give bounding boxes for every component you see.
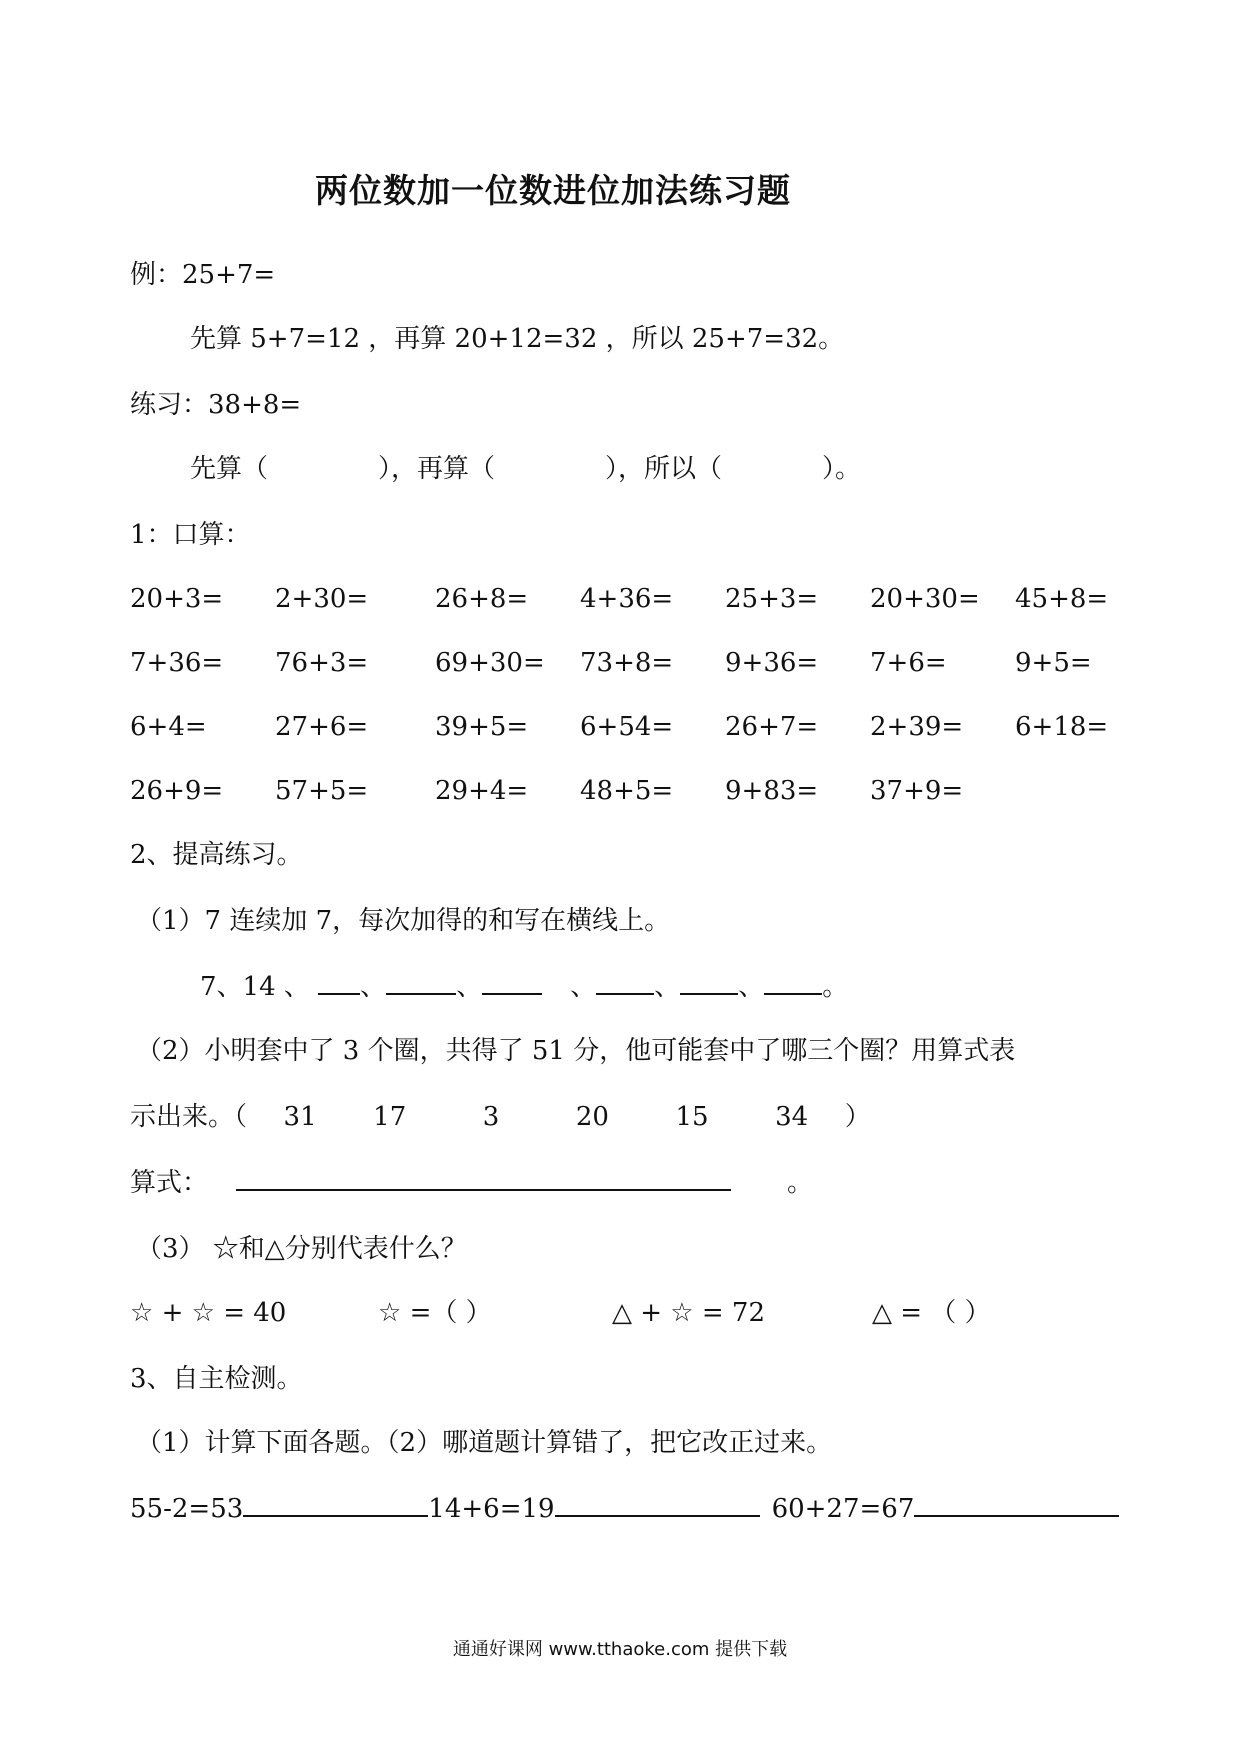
calc-item: 6+18=	[1015, 712, 1109, 742]
check-items-line	[130, 1492, 1119, 1526]
calc-item: 2+30=	[275, 584, 369, 614]
calc-item: 76+3=	[275, 648, 369, 678]
formula-line	[130, 1166, 813, 1200]
star-eq-1: ☆ + ☆ = 40	[130, 1298, 287, 1328]
check-item: 55-2=53	[130, 1494, 244, 1524]
calc-item: 27+6=	[275, 712, 369, 742]
q2-prefix: 示出来。（	[130, 1102, 248, 1132]
blank-line[interactable]	[680, 971, 738, 995]
calc-item: 26+8=	[435, 584, 529, 614]
ring-number: 20	[575, 1102, 609, 1132]
calc-item: 20+30=	[870, 584, 980, 614]
q2-suffix: ）	[844, 1102, 871, 1132]
sequence-end: 。	[822, 972, 849, 1002]
separator: 、	[570, 972, 597, 1002]
calc-item: 29+4=	[435, 776, 529, 806]
sequence-start: 7、14 、	[200, 972, 310, 1002]
formula-blank[interactable]	[236, 1167, 731, 1191]
calc-item: 69+30=	[435, 648, 545, 678]
correction-blank[interactable]	[914, 1493, 1119, 1517]
example-label: 例：25+7=	[130, 260, 276, 290]
section2-heading: 2、提高练习。	[130, 840, 303, 870]
separator: 、	[654, 972, 681, 1002]
practice-fill-first: 先算（	[190, 454, 269, 484]
calc-item: 6+54=	[580, 712, 674, 742]
star-eq-2: △ + ☆ = 72	[612, 1298, 766, 1328]
ring-number: 17	[373, 1102, 407, 1132]
correction-blank[interactable]	[243, 1493, 428, 1517]
footer-credit: 通通好课网 www.tthaoke.com 提供下载	[452, 1639, 788, 1660]
ring-number: 3	[482, 1102, 500, 1132]
section2-q1-blanks	[200, 970, 848, 1004]
section2-q3-text: （3） ☆和△分别代表什么？	[136, 1234, 467, 1264]
separator: 、	[456, 972, 483, 1002]
calc-item: 45+8=	[1015, 584, 1109, 614]
calc-item: 7+6=	[870, 648, 947, 678]
section1-heading: 1：口算：	[130, 520, 251, 550]
blank-line[interactable]	[596, 971, 654, 995]
ring-number: 15	[675, 1102, 709, 1132]
section3-instruction: （1）计算下面各题。（2）哪道题计算错了，把它改正过来。	[136, 1428, 833, 1458]
calc-item: 26+9=	[130, 776, 224, 806]
calc-item: 26+7=	[725, 712, 819, 742]
calc-item: 6+4=	[130, 712, 207, 742]
check-item: 60+27=67	[771, 1494, 915, 1524]
blank-line[interactable]	[764, 971, 822, 995]
star-answer-2[interactable]: △ = （ ）	[872, 1298, 991, 1328]
calc-item: 57+5=	[275, 776, 369, 806]
ring-number: 34	[775, 1102, 809, 1132]
separator: 、	[738, 972, 765, 1002]
calc-item: 73+8=	[580, 648, 674, 678]
check-item: 14+6=19	[428, 1494, 555, 1524]
practice-fill-close3: ）。	[822, 454, 862, 484]
section2-q1-text: （1）7 连续加 7，每次加得的和写在横线上。	[136, 906, 671, 936]
example-solution: 先算 5+7=12 ，再算 20+12=32 ，所以 25+7=32。	[190, 324, 845, 354]
practice-fill-line	[190, 452, 861, 486]
section2-q2-text-line1: （2）小明套中了 3 个圈，共得了 51 分，他可能套中了哪三个圈？用算式表	[136, 1036, 1016, 1066]
page-title: 两位数加一位数进位加法练习题	[315, 171, 791, 210]
formula-label: 算式：	[130, 1168, 209, 1198]
star-answer-1[interactable]: ☆ =（ ）	[378, 1298, 492, 1328]
calc-item: 9+5=	[1015, 648, 1092, 678]
correction-blank[interactable]	[555, 1493, 760, 1517]
practice-fill-close1: ），再算（	[378, 454, 496, 484]
calc-item: 9+83=	[725, 776, 819, 806]
calc-item: 39+5=	[435, 712, 529, 742]
calc-item: 7+36=	[130, 648, 224, 678]
calc-item: 9+36=	[725, 648, 819, 678]
calc-item: 37+9=	[870, 776, 964, 806]
calc-item: 2+39=	[870, 712, 964, 742]
ring-number: 31	[283, 1102, 317, 1132]
practice-label: 练习：38+8=	[130, 390, 302, 420]
section2-q2-text-line2	[130, 1100, 871, 1134]
section3-heading: 3、自主检测。	[130, 1364, 303, 1394]
blank-line[interactable]	[386, 971, 456, 995]
calc-item: 25+3=	[725, 584, 819, 614]
calc-item: 48+5=	[580, 776, 674, 806]
calc-item: 4+36=	[580, 584, 674, 614]
blank-line[interactable]	[318, 971, 360, 995]
practice-fill-close2: ），所以（	[605, 454, 723, 484]
formula-end: 。	[787, 1168, 814, 1198]
blank-line[interactable]	[482, 971, 542, 995]
separator: 、	[360, 972, 387, 1002]
calc-item: 20+3=	[130, 584, 224, 614]
